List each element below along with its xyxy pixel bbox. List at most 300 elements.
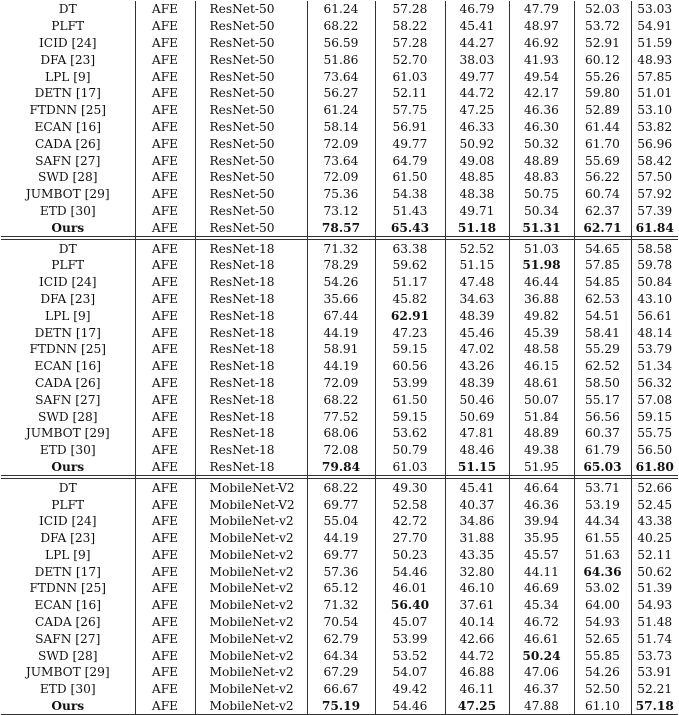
cell-val-5: 61.70 bbox=[574, 135, 631, 152]
cell-val-3: 44.27 bbox=[445, 35, 509, 52]
cell-val-2: 46.01 bbox=[375, 580, 445, 597]
cell-val-1: 75.36 bbox=[307, 186, 375, 203]
cell-backbone: ResNet-50 bbox=[195, 135, 307, 152]
cell-val-5: 51.63 bbox=[574, 547, 631, 564]
table-row bbox=[1, 580, 678, 597]
cell-val-3: 50.92 bbox=[445, 135, 509, 152]
cell-mean: 57.85 bbox=[631, 68, 678, 85]
cell-source: AFE bbox=[135, 459, 195, 476]
cell-mean: 50.62 bbox=[631, 563, 678, 580]
cell-val-3: 46.88 bbox=[445, 664, 509, 681]
cell-source: AFE bbox=[135, 563, 195, 580]
cell-val-3: 34.86 bbox=[445, 513, 509, 530]
cell-val-1: 78.57 bbox=[307, 219, 375, 236]
table-row bbox=[1, 681, 678, 698]
cell-val-4: 35.95 bbox=[509, 530, 574, 547]
cell-val-4: 51.84 bbox=[509, 408, 574, 425]
cell-val-1: 75.19 bbox=[307, 698, 375, 715]
cell-method: DFA [23] bbox=[40, 531, 96, 546]
cell-val-3: 44.72 bbox=[445, 85, 509, 102]
cell-val-3: 49.71 bbox=[445, 203, 509, 220]
table-row bbox=[1, 186, 678, 203]
cell-source: AFE bbox=[135, 442, 195, 459]
cell-source: AFE bbox=[135, 186, 195, 203]
table-row bbox=[1, 119, 678, 136]
table-row bbox=[1, 358, 678, 375]
cell-val-1: 67.44 bbox=[307, 307, 375, 324]
cell-val-4: 46.30 bbox=[509, 119, 574, 136]
cell-val-2: 59.62 bbox=[375, 257, 445, 274]
cell-val-4: 50.32 bbox=[509, 135, 574, 152]
cell-backbone: ResNet-18 bbox=[195, 358, 307, 375]
cell-val-5: 55.26 bbox=[574, 68, 631, 85]
cell-source: AFE bbox=[135, 698, 195, 715]
cell-val-4: 48.89 bbox=[509, 425, 574, 442]
cell-val-5: 53.71 bbox=[574, 479, 631, 496]
cell-source: AFE bbox=[135, 496, 195, 513]
cell-val-5: 58.41 bbox=[574, 324, 631, 341]
table-row bbox=[1, 85, 678, 102]
cell-backbone: ResNet-50 bbox=[195, 169, 307, 186]
cell-source: AFE bbox=[135, 513, 195, 530]
cell-val-2: 65.43 bbox=[375, 219, 445, 236]
cell-val-3: 50.69 bbox=[445, 408, 509, 425]
cell-mean: 57.50 bbox=[631, 169, 678, 186]
cell-backbone: ResNet-50 bbox=[195, 203, 307, 220]
cell-val-4: 46.69 bbox=[509, 580, 574, 597]
cell-val-4: 51.98 bbox=[509, 257, 574, 274]
cell-source: AFE bbox=[135, 324, 195, 341]
cell-mean: 61.80 bbox=[631, 459, 678, 476]
cell-val-5: 62.52 bbox=[574, 358, 631, 375]
cell-source: AFE bbox=[135, 647, 195, 664]
cell-backbone: MobileNet-v2 bbox=[195, 664, 307, 681]
cell-val-5: 55.85 bbox=[574, 647, 631, 664]
table-row bbox=[1, 51, 678, 68]
cell-val-1: 54.26 bbox=[307, 274, 375, 291]
table-row bbox=[1, 68, 678, 85]
cell-val-5: 62.37 bbox=[574, 203, 631, 220]
cell-mean: 51.48 bbox=[631, 614, 678, 631]
cell-backbone: ResNet-18 bbox=[195, 341, 307, 358]
cell-val-2: 53.62 bbox=[375, 425, 445, 442]
cell-backbone: MobileNet-v2 bbox=[195, 597, 307, 614]
cell-mean: 58.58 bbox=[631, 240, 678, 257]
cell-source: AFE bbox=[135, 614, 195, 631]
table-row bbox=[1, 408, 678, 425]
cell-source: AFE bbox=[135, 152, 195, 169]
cell-val-4: 46.61 bbox=[509, 630, 574, 647]
cell-val-1: 68.06 bbox=[307, 425, 375, 442]
cell-mean: 56.32 bbox=[631, 375, 678, 392]
cell-val-2: 47.23 bbox=[375, 324, 445, 341]
cell-val-5: 54.26 bbox=[574, 664, 631, 681]
cell-method: Ours bbox=[1, 219, 135, 236]
cell-backbone: ResNet-50 bbox=[195, 152, 307, 169]
cell-val-4: 46.37 bbox=[509, 681, 574, 698]
cell-val-2: 59.15 bbox=[375, 408, 445, 425]
cell-mean: 51.39 bbox=[631, 580, 678, 597]
ours-row bbox=[1, 219, 678, 236]
cell-val-4: 51.95 bbox=[509, 459, 574, 476]
cell-val-5: 54.51 bbox=[574, 307, 631, 324]
cell-val-1: 77.52 bbox=[307, 408, 375, 425]
cell-val-2: 51.17 bbox=[375, 274, 445, 291]
cell-val-4: 39.94 bbox=[509, 513, 574, 530]
cell-method: CADA [26] bbox=[34, 615, 101, 630]
cell-mean: 59.78 bbox=[631, 257, 678, 274]
cell-val-4: 48.83 bbox=[509, 169, 574, 186]
cell-val-3: 48.39 bbox=[445, 307, 509, 324]
cell-method: SAFN [27] bbox=[35, 153, 101, 168]
cell-val-3: 46.79 bbox=[445, 1, 509, 18]
cell-val-1: 69.77 bbox=[307, 547, 375, 564]
cell-source: AFE bbox=[135, 219, 195, 236]
cell-val-5: 61.44 bbox=[574, 119, 631, 136]
cell-val-1: 70.54 bbox=[307, 614, 375, 631]
cell-val-2: 57.28 bbox=[375, 1, 445, 18]
table-row bbox=[1, 630, 678, 647]
cell-val-4: 48.58 bbox=[509, 341, 574, 358]
cell-source: AFE bbox=[135, 240, 195, 257]
cell-source: AFE bbox=[135, 391, 195, 408]
table-row bbox=[1, 563, 678, 580]
cell-val-2: 52.58 bbox=[375, 496, 445, 513]
cell-backbone: ResNet-18 bbox=[195, 240, 307, 257]
cell-val-1: 66.67 bbox=[307, 681, 375, 698]
cell-mean: 40.25 bbox=[631, 530, 678, 547]
cell-val-5: 53.72 bbox=[574, 18, 631, 35]
cell-mean: 55.75 bbox=[631, 425, 678, 442]
cell-val-4: 46.64 bbox=[509, 479, 574, 496]
cell-val-1: 73.64 bbox=[307, 68, 375, 85]
cell-val-4: 46.92 bbox=[509, 35, 574, 52]
cell-val-4: 49.54 bbox=[509, 68, 574, 85]
cell-val-3: 47.25 bbox=[445, 102, 509, 119]
cell-method: DFA [23] bbox=[40, 52, 96, 67]
cell-backbone: ResNet-50 bbox=[195, 119, 307, 136]
table-row bbox=[1, 664, 678, 681]
cell-val-4: 50.24 bbox=[509, 647, 574, 664]
cell-method: ETD [30] bbox=[39, 682, 96, 697]
cell-backbone: ResNet-50 bbox=[195, 1, 307, 18]
cell-val-4: 47.79 bbox=[509, 1, 574, 18]
cell-val-3: 51.15 bbox=[445, 257, 509, 274]
cell-val-2: 53.99 bbox=[375, 630, 445, 647]
cell-method: PLFT bbox=[51, 497, 85, 512]
cell-method: Ours bbox=[1, 459, 135, 476]
cell-method: FTDNN [25] bbox=[29, 103, 107, 118]
cell-mean: 54.93 bbox=[631, 597, 678, 614]
cell-val-4: 48.89 bbox=[509, 152, 574, 169]
cell-val-4: 51.03 bbox=[509, 240, 574, 257]
cell-val-4: 47.88 bbox=[509, 698, 574, 715]
cell-source: AFE bbox=[135, 203, 195, 220]
cell-val-4: 41.93 bbox=[509, 51, 574, 68]
table-row bbox=[1, 307, 678, 324]
cell-val-3: 40.14 bbox=[445, 614, 509, 631]
table-row bbox=[1, 341, 678, 358]
cell-val-2: 52.11 bbox=[375, 85, 445, 102]
cell-val-1: 44.19 bbox=[307, 530, 375, 547]
cell-mean: 57.08 bbox=[631, 391, 678, 408]
cell-val-1: 62.79 bbox=[307, 630, 375, 647]
cell-val-2: 50.23 bbox=[375, 547, 445, 564]
cell-backbone: ResNet-18 bbox=[195, 459, 307, 476]
cell-method: PLFT bbox=[51, 258, 85, 273]
cell-val-1: 58.14 bbox=[307, 119, 375, 136]
cell-val-3: 46.10 bbox=[445, 580, 509, 597]
cell-backbone: MobileNet-v2 bbox=[195, 698, 307, 715]
table-row bbox=[1, 513, 678, 530]
cell-val-2: 61.03 bbox=[375, 68, 445, 85]
table-row bbox=[1, 324, 678, 341]
cell-method: JUMBOT [29] bbox=[25, 187, 110, 202]
cell-val-2: 51.43 bbox=[375, 203, 445, 220]
cell-backbone: ResNet-18 bbox=[195, 375, 307, 392]
cell-val-2: 56.40 bbox=[375, 597, 445, 614]
cell-val-1: 72.08 bbox=[307, 442, 375, 459]
cell-backbone: ResNet-50 bbox=[195, 102, 307, 119]
cell-val-2: 49.42 bbox=[375, 681, 445, 698]
table-row bbox=[1, 391, 678, 408]
cell-mean: 53.10 bbox=[631, 102, 678, 119]
cell-source: AFE bbox=[135, 257, 195, 274]
cell-val-1: 55.04 bbox=[307, 513, 375, 530]
cell-val-2: 57.75 bbox=[375, 102, 445, 119]
table-row bbox=[1, 425, 678, 442]
cell-val-4: 46.15 bbox=[509, 358, 574, 375]
cell-source: AFE bbox=[135, 274, 195, 291]
cell-backbone: ResNet-18 bbox=[195, 274, 307, 291]
cell-val-5: 64.36 bbox=[574, 563, 631, 580]
cell-val-3: 31.88 bbox=[445, 530, 509, 547]
cell-method: FTDNN [25] bbox=[29, 581, 107, 596]
cell-source: AFE bbox=[135, 18, 195, 35]
cell-mean: 57.18 bbox=[631, 698, 678, 715]
cell-mean: 50.84 bbox=[631, 274, 678, 291]
cell-val-3: 47.02 bbox=[445, 341, 509, 358]
cell-val-4: 50.75 bbox=[509, 186, 574, 203]
cell-backbone: ResNet-50 bbox=[195, 18, 307, 35]
table-row bbox=[1, 479, 678, 496]
cell-val-5: 52.03 bbox=[574, 1, 631, 18]
cell-val-5: 44.34 bbox=[574, 513, 631, 530]
cell-method: FTDNN [25] bbox=[29, 342, 107, 357]
cell-val-1: 73.64 bbox=[307, 152, 375, 169]
cell-backbone: MobileNet-v2 bbox=[195, 630, 307, 647]
cell-val-5: 55.17 bbox=[574, 391, 631, 408]
cell-val-4: 48.61 bbox=[509, 375, 574, 392]
cell-val-1: 73.12 bbox=[307, 203, 375, 220]
cell-val-3: 46.33 bbox=[445, 119, 509, 136]
cell-val-3: 48.85 bbox=[445, 169, 509, 186]
cell-backbone: ResNet-50 bbox=[195, 219, 307, 236]
cell-mean: 57.92 bbox=[631, 186, 678, 203]
cell-val-2: 49.30 bbox=[375, 479, 445, 496]
cell-val-2: 53.99 bbox=[375, 375, 445, 392]
cell-mean: 61.84 bbox=[631, 219, 678, 236]
cell-method: LPL [9] bbox=[44, 308, 91, 323]
cell-val-3: 50.46 bbox=[445, 391, 509, 408]
cell-val-3: 47.48 bbox=[445, 274, 509, 291]
cell-backbone: ResNet-50 bbox=[195, 51, 307, 68]
cell-val-2: 60.56 bbox=[375, 358, 445, 375]
cell-val-5: 60.37 bbox=[574, 425, 631, 442]
cell-val-5: 60.74 bbox=[574, 186, 631, 203]
cell-mean: 43.10 bbox=[631, 291, 678, 308]
cell-val-3: 45.41 bbox=[445, 18, 509, 35]
cell-backbone: ResNet-50 bbox=[195, 186, 307, 203]
cell-backbone: ResNet-18 bbox=[195, 442, 307, 459]
cell-source: AFE bbox=[135, 681, 195, 698]
cell-backbone: MobileNet-v2 bbox=[195, 547, 307, 564]
cell-backbone: MobileNet-V2 bbox=[195, 496, 307, 513]
cell-mean: 48.14 bbox=[631, 324, 678, 341]
cell-method: DETN [17] bbox=[34, 325, 101, 340]
cell-val-5: 61.55 bbox=[574, 530, 631, 547]
cell-val-5: 54.65 bbox=[574, 240, 631, 257]
cell-val-2: 57.28 bbox=[375, 35, 445, 52]
cell-mean: 53.73 bbox=[631, 647, 678, 664]
cell-val-4: 46.36 bbox=[509, 496, 574, 513]
cell-method: SWD [28] bbox=[37, 409, 98, 424]
cell-mean: 53.91 bbox=[631, 664, 678, 681]
cell-backbone: ResNet-18 bbox=[195, 291, 307, 308]
cell-val-5: 62.71 bbox=[574, 219, 631, 236]
cell-val-3: 42.66 bbox=[445, 630, 509, 647]
cell-mean: 56.50 bbox=[631, 442, 678, 459]
cell-method: DT bbox=[1, 240, 135, 257]
cell-method: ETD [30] bbox=[39, 203, 96, 218]
cell-val-1: 58.91 bbox=[307, 341, 375, 358]
cell-mean: 52.45 bbox=[631, 496, 678, 513]
cell-method: DETN [17] bbox=[34, 86, 101, 101]
cell-source: AFE bbox=[135, 580, 195, 597]
table-row bbox=[1, 152, 678, 169]
cell-source: AFE bbox=[135, 664, 195, 681]
cell-mean: 57.39 bbox=[631, 203, 678, 220]
cell-val-1: 71.32 bbox=[307, 240, 375, 257]
cell-method: SAFN [27] bbox=[35, 631, 101, 646]
cell-mean: 52.66 bbox=[631, 479, 678, 496]
cell-source: AFE bbox=[135, 135, 195, 152]
cell-source: AFE bbox=[135, 479, 195, 496]
cell-method: SWD [28] bbox=[37, 170, 98, 185]
cell-mean: 59.15 bbox=[631, 408, 678, 425]
cell-val-3: 38.03 bbox=[445, 51, 509, 68]
cell-source: AFE bbox=[135, 547, 195, 564]
cell-val-2: 42.72 bbox=[375, 513, 445, 530]
table-row bbox=[1, 240, 678, 257]
cell-method: JUMBOT [29] bbox=[25, 426, 110, 441]
cell-val-4: 49.38 bbox=[509, 442, 574, 459]
cell-backbone: MobileNet-v2 bbox=[195, 614, 307, 631]
table-row bbox=[1, 203, 678, 220]
cell-val-2: 45.82 bbox=[375, 291, 445, 308]
cell-val-4: 51.31 bbox=[509, 219, 574, 236]
cell-val-1: 79.84 bbox=[307, 459, 375, 476]
cell-val-2: 54.07 bbox=[375, 664, 445, 681]
cell-val-1: 72.09 bbox=[307, 169, 375, 186]
cell-val-3: 52.52 bbox=[445, 240, 509, 257]
cell-backbone: ResNet-18 bbox=[195, 307, 307, 324]
cell-val-2: 59.15 bbox=[375, 341, 445, 358]
cell-val-2: 54.46 bbox=[375, 698, 445, 715]
cell-val-3: 51.15 bbox=[445, 459, 509, 476]
cell-val-4: 45.57 bbox=[509, 547, 574, 564]
ours-row bbox=[1, 698, 678, 715]
cell-val-1: 57.36 bbox=[307, 563, 375, 580]
cell-val-3: 47.81 bbox=[445, 425, 509, 442]
cell-mean: 53.79 bbox=[631, 341, 678, 358]
cell-val-3: 48.46 bbox=[445, 442, 509, 459]
cell-mean: 43.38 bbox=[631, 513, 678, 530]
cell-val-1: 44.19 bbox=[307, 324, 375, 341]
cell-val-2: 56.91 bbox=[375, 119, 445, 136]
cell-val-2: 61.03 bbox=[375, 459, 445, 476]
cell-val-5: 59.80 bbox=[574, 85, 631, 102]
cell-val-5: 52.65 bbox=[574, 630, 631, 647]
cell-method: ECAN [16] bbox=[34, 598, 102, 613]
cell-val-2: 50.79 bbox=[375, 442, 445, 459]
cell-val-1: 67.29 bbox=[307, 664, 375, 681]
cell-val-5: 56.56 bbox=[574, 408, 631, 425]
cell-val-5: 62.53 bbox=[574, 291, 631, 308]
cell-val-4: 42.17 bbox=[509, 85, 574, 102]
cell-val-3: 49.08 bbox=[445, 152, 509, 169]
cell-val-1: 35.66 bbox=[307, 291, 375, 308]
cell-method: ICID [24] bbox=[38, 514, 97, 529]
cell-val-4: 46.72 bbox=[509, 614, 574, 631]
cell-backbone: ResNet-18 bbox=[195, 408, 307, 425]
cell-val-3: 37.61 bbox=[445, 597, 509, 614]
cell-val-2: 62.91 bbox=[375, 307, 445, 324]
cell-val-4: 50.07 bbox=[509, 391, 574, 408]
cell-val-4: 45.39 bbox=[509, 324, 574, 341]
cell-val-2: 49.77 bbox=[375, 135, 445, 152]
table-row bbox=[1, 169, 678, 186]
cell-backbone: ResNet-50 bbox=[195, 68, 307, 85]
cell-val-2: 27.70 bbox=[375, 530, 445, 547]
cell-method: SAFN [27] bbox=[35, 392, 101, 407]
cell-source: AFE bbox=[135, 35, 195, 52]
cell-method: JUMBOT [29] bbox=[25, 665, 110, 680]
cell-val-1: 78.29 bbox=[307, 257, 375, 274]
cell-method: ICID [24] bbox=[38, 35, 97, 50]
cell-mean: 53.03 bbox=[631, 1, 678, 18]
cell-mean: 48.93 bbox=[631, 51, 678, 68]
cell-val-2: 64.79 bbox=[375, 152, 445, 169]
cell-val-5: 55.69 bbox=[574, 152, 631, 169]
cell-source: AFE bbox=[135, 1, 195, 18]
table-row bbox=[1, 547, 678, 564]
cell-backbone: MobileNet-v2 bbox=[195, 647, 307, 664]
cell-val-5: 56.22 bbox=[574, 169, 631, 186]
cell-method: ECAN [16] bbox=[34, 359, 102, 374]
cell-val-1: 61.24 bbox=[307, 1, 375, 18]
cell-method: ETD [30] bbox=[39, 443, 96, 458]
cell-val-1: 51.86 bbox=[307, 51, 375, 68]
cell-val-5: 58.50 bbox=[574, 375, 631, 392]
cell-val-3: 48.39 bbox=[445, 375, 509, 392]
cell-method: ECAN [16] bbox=[34, 119, 102, 134]
cell-val-3: 32.80 bbox=[445, 563, 509, 580]
cell-val-3: 34.63 bbox=[445, 291, 509, 308]
table-row bbox=[1, 274, 678, 291]
cell-val-5: 60.12 bbox=[574, 51, 631, 68]
results-table bbox=[1, 1, 678, 715]
